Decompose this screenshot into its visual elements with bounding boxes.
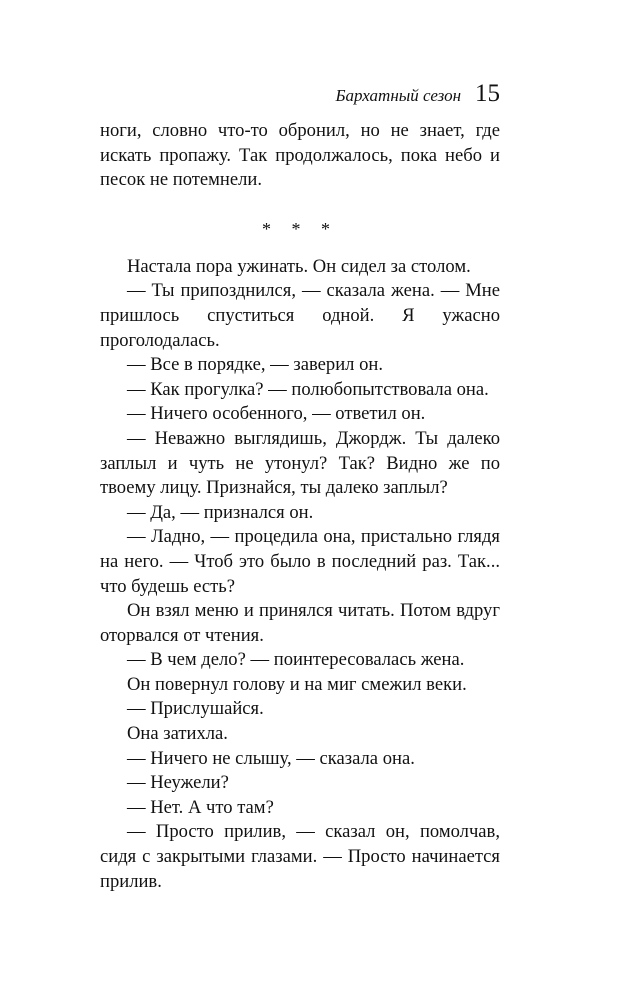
text-body bbox=[100, 119, 500, 894]
paragraph: — Неважно выглядишь, Джордж. Ты далеко заплыл и чуть не утонул? Так? Видно же по твоему лицу. Признайся, ты далеко заплыл? bbox=[100, 427, 500, 499]
paragraph: Он повернул голову и на миг смежил веки. bbox=[127, 673, 467, 695]
paragraph: Он взял меню и принялся читать. Потом вдруг оторвался от чтения. bbox=[100, 600, 500, 646]
running-head bbox=[336, 80, 500, 108]
paragraph: — Как прогулка? — полюбопытствовала она. bbox=[127, 378, 489, 400]
paragraph: — Ты припозднился, — сказала жена. — Мне пришлось спуститься одной. Я ужасно проголодалась. bbox=[100, 280, 500, 351]
paragraph: — В чем дело? — поинтересовалась жена. bbox=[127, 649, 465, 671]
paragraph: — Ничего не слышу, — сказала она. bbox=[127, 747, 415, 769]
paragraph: — Ничего особенного, — ответил он. bbox=[127, 403, 426, 425]
paragraph: Настала пора ужинать. Он сидел за столом. bbox=[127, 255, 471, 277]
paragraph: — Все в порядке, — заверил он. bbox=[127, 354, 383, 376]
paragraph: — Да, — признался он. bbox=[127, 501, 314, 523]
page-number: 15 bbox=[475, 80, 500, 107]
paragraph: — Неужели? bbox=[127, 772, 229, 794]
section-separator: * * * bbox=[262, 218, 338, 239]
paragraph: — Нет. А что там? bbox=[127, 796, 274, 818]
paragraph: — Ладно, — процедила она, пристально глядя на него. — Чтоб это было в последний раз. Так... что будешь есть? bbox=[100, 526, 500, 597]
paragraph: — Просто прилив, — сказал он, помолчав, сидя с закрытыми глазами. — Просто начинается прилив. bbox=[100, 821, 500, 892]
running-title: Бархатный сезон bbox=[335, 86, 461, 105]
paragraph: — Прислушайся. bbox=[127, 698, 264, 720]
continuation-paragraph: ноги, словно что-то обронил, но не знает, где искать пропажу. Так продолжалось, пока небо и песок не потемнели. bbox=[100, 120, 500, 191]
paragraph: Она затихла. bbox=[127, 723, 228, 745]
